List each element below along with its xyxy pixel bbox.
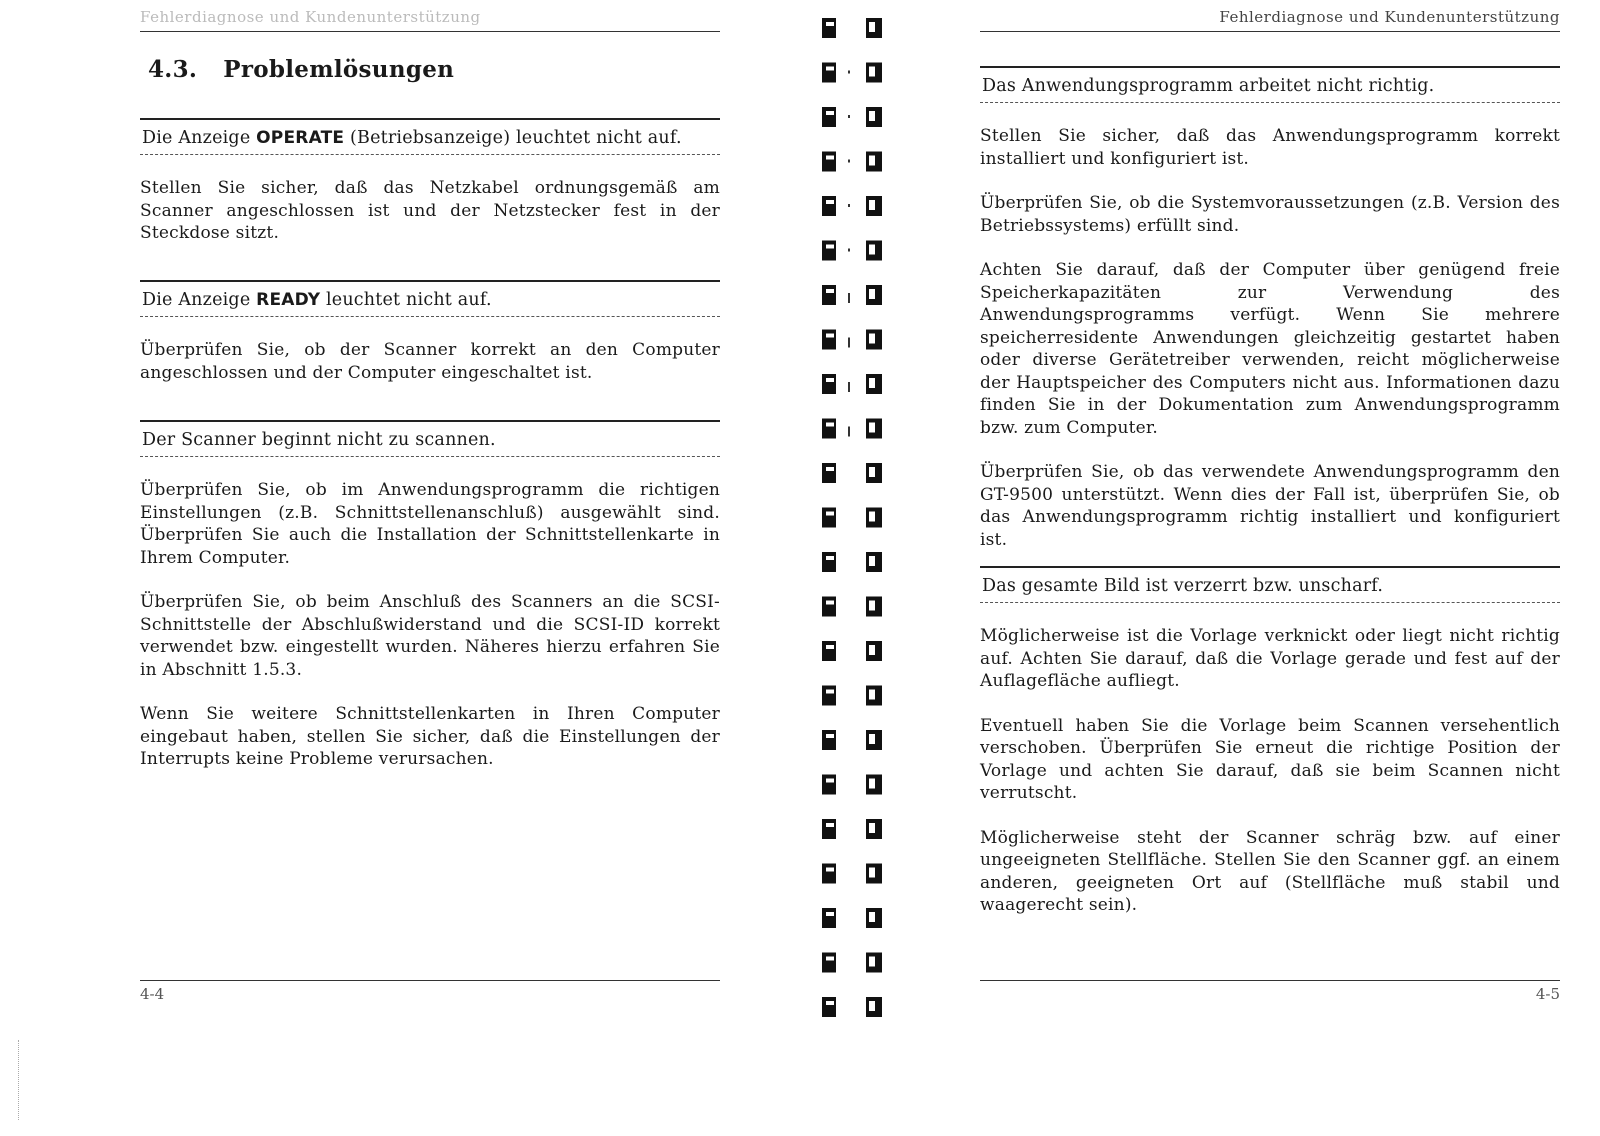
problem-heading-text: Die Anzeige: [142, 290, 257, 310]
left-page: [140, 0, 720, 1136]
binding-mark: [822, 730, 882, 750]
binding-mark: [822, 775, 882, 795]
problem-heading: [140, 120, 720, 155]
binding-mark: [822, 241, 882, 261]
binding-mark: [822, 18, 882, 38]
problem-heading: [140, 422, 720, 457]
paragraph: Stellen Sie sicher, daß das Netzkabel ordnungsgemäß am Scanner angeschlossen ist und der Netzstecker fest in der Steckdose sitzt.: [140, 178, 720, 243]
binding-mark: [822, 641, 882, 661]
paragraph: Überprüfen Sie, ob das verwendete Anwendungsprogramm den GT-9500 unterstützt. Wenn dies der Fall ist, überprüfen Sie, ob das Anwendungsprogramm richtig installiert und konfiguriert ist.: [980, 462, 1560, 550]
problem-heading-text: Das gesamte Bild ist verzerrt bzw. unscharf.: [982, 576, 1384, 596]
binding-gutter: [818, 10, 908, 1040]
problem-heading: [140, 282, 720, 317]
paragraph: Überprüfen Sie, ob im Anwendungsprogramm die richtigen Einstellungen (z.B. Schnittstellenanschluß) ausgewählt sind. Überprüfen Sie auch die Installation der Schnittstellenkarte in Ihrem Computer.: [140, 480, 720, 568]
problem-block: [140, 420, 720, 793]
problem-block: [980, 566, 1560, 939]
problem-heading-text: Die Anzeige: [142, 128, 257, 148]
paragraph: Überprüfen Sie, ob die Systemvoraussetzungen (z.B. Version des Betriebssystems) erfüllt sind.: [980, 193, 1560, 236]
paragraph: Eventuell haben Sie die Vorlage beim Scannen versehentlich verschoben. Überprüfen Sie erneut die richtige Position der Vorlage und achten Sie darauf, daß sie beim Scannen nicht verrutscht.: [980, 715, 1560, 803]
binding-mark: [822, 419, 882, 439]
problem-heading-text: (Betriebsanzeige) leuchtet nicht auf.: [344, 128, 682, 148]
problem-block: [980, 66, 1560, 573]
problem-heading: [980, 68, 1560, 103]
indicator-label: OPERATE: [256, 128, 345, 148]
binding-mark: [822, 508, 882, 528]
binding-mark: [822, 686, 882, 706]
binding-mark: [822, 330, 882, 350]
indicator-label: READY: [256, 290, 321, 310]
binding-mark: [822, 196, 882, 216]
binding-mark: [822, 819, 882, 839]
problem-block: [140, 280, 720, 406]
binding-mark: [822, 107, 882, 127]
running-head-left: Fehlerdiagnose und Kundenunterstützung: [140, 8, 720, 32]
binding-mark: [822, 953, 882, 973]
page-number-right: 4-5: [980, 980, 1560, 1003]
binding-mark: [822, 597, 882, 617]
paragraph: Wenn Sie weitere Schnittstellenkarten in Ihren Computer eingebaut haben, stellen Sie sicher, daß die Einstellungen der Interrupts keine Probleme verursachen.: [140, 704, 720, 769]
paragraph: Achten Sie darauf, daß der Computer über genügend freie Speicherkapazitäten zur Verwendung des Anwendungsprogramms verfügt. Wenn Sie mehrere speicherresidente Anwendungen gleichzeitig gestartet haben oder diverse Gerätetreiber verwenden, reicht möglicherweise der Hauptspeicher des Computers nicht aus. Informationen dazu finden Sie in der Dokumentation zum Anwendungsprogramm bzw. zum Computer.: [980, 260, 1560, 438]
binding-mark: [822, 908, 882, 928]
binding-mark: [822, 552, 882, 572]
binding-mark: [822, 997, 882, 1017]
binding-mark: [822, 864, 882, 884]
problem-heading-text: leuchtet nicht auf.: [320, 290, 492, 310]
paragraph: Möglicherweise steht der Scanner schräg bzw. auf einer ungeeigneten Stellfläche. Stellen Sie den Scanner ggf. an einem anderen, geeigneten Ort auf (Stellfläche muß stabil und waagerecht sein).: [980, 827, 1560, 915]
section-title-text: Problemlösungen: [223, 56, 455, 83]
running-head-right: Fehlerdiagnose und Kundenunterstützung: [980, 8, 1560, 32]
binding-mark: [822, 63, 882, 83]
problem-heading-text: Das Anwendungsprogramm arbeitet nicht richtig.: [982, 76, 1435, 96]
binding-mark: [822, 374, 882, 394]
paragraph: Überprüfen Sie, ob beim Anschluß des Scanners an die SCSI-Schnittstelle der Abschlußwiderstand und die SCSI-ID korrekt verwendet bzw. eingestellt wurden. Näheres hierzu erfahren Sie in Abschnitt 1.5.3.: [140, 592, 720, 680]
binding-mark: [822, 285, 882, 305]
paragraph: Möglicherweise ist die Vorlage verknickt oder liegt nicht richtig auf. Achten Sie darauf, daß die Vorlage gerade und fest auf der Auflagefläche aufliegt.: [980, 626, 1560, 691]
binding-mark: [822, 463, 882, 483]
binding-marks-graphic: [818, 10, 908, 1040]
problem-heading: [980, 568, 1560, 603]
page-number-left: 4-4: [140, 980, 720, 1003]
section-title: [148, 56, 454, 83]
right-page: [980, 0, 1560, 1136]
paragraph: Überprüfen Sie, ob der Scanner korrekt an den Computer angeschlossen und der Computer eingeschaltet ist.: [140, 340, 720, 383]
binding-mark: [822, 152, 882, 172]
scan-margin-artifact: [18, 1040, 23, 1120]
paragraph: Stellen Sie sicher, daß das Anwendungsprogramm korrekt installiert und konfiguriert ist.: [980, 126, 1560, 169]
problem-heading-text: Der Scanner beginnt nicht zu scannen.: [142, 430, 496, 450]
problem-block: [140, 118, 720, 267]
section-number: 4.3.: [148, 56, 198, 83]
